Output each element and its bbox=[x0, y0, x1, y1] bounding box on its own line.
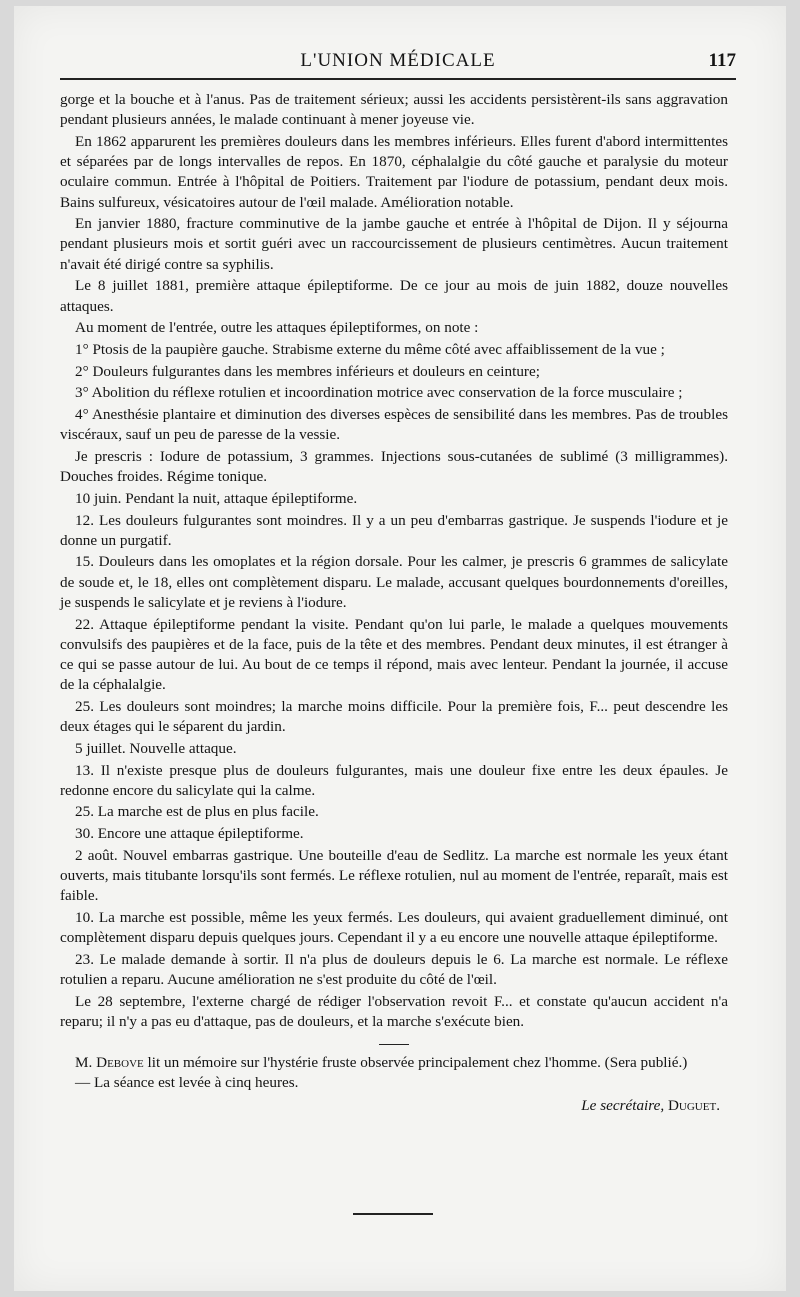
memoir-announcement bbox=[60, 1053, 728, 1073]
paragraph: 23. Le malade demande à sortir. Il n'a plus de douleurs depuis le 6. La marche est normale. Le réflexe rotulien a reparu. Aucune amélioration ne s'est produite du côté de l'œil. bbox=[60, 950, 728, 989]
header-rule bbox=[60, 78, 736, 80]
paragraph: Je prescris : Iodure de potassium, 3 grammes. Injections sous-cutanées de sublimé (3 milligrammes). Douches froides. Régime tonique. bbox=[60, 447, 728, 486]
paragraph: 12. Les douleurs fulgurantes sont moindres. Il y a un peu d'embarras gastrique. Je suspends l'iodure et je donne un purgatif. bbox=[60, 511, 728, 549]
paragraph: Au moment de l'entrée, outre les attaques épileptiformes, on note : bbox=[75, 319, 479, 337]
signature-role: Le secrétaire, bbox=[581, 1096, 665, 1114]
page-header bbox=[60, 50, 736, 78]
paragraph: 2° Douleurs fulgurantes dans les membres inférieurs et douleurs en ceinture; bbox=[75, 362, 540, 380]
section-separator bbox=[379, 1044, 409, 1045]
speaker-name: M. Debove bbox=[75, 1054, 144, 1072]
memoir-text: lit un mémoire sur l'hystérie fruste observée principalement chez l'homme. (Sera publié.) bbox=[147, 1054, 688, 1072]
paragraph: 30. Encore une attaque épileptiforme. bbox=[75, 825, 304, 843]
paragraph: 5 juillet. Nouvelle attaque. bbox=[75, 739, 237, 757]
footer-rule bbox=[353, 1213, 433, 1215]
paragraph: 3° Abolition du réflexe rotulien et incoordination motrice avec conservation de la force musculaire ; bbox=[75, 384, 683, 402]
signature-name: Duguet. bbox=[667, 1096, 720, 1114]
running-title: L'UNION MÉDICALE bbox=[300, 50, 496, 71]
paragraph: 15. Douleurs dans les omoplates et la région dorsale. Pour les calmer, je prescris 6 grammes de salicylate de soude et, le 18, elles ont complètement disparu. Le malade, accusant quelques bourdonnements d'oreilles, je suspends le salicylate et je reviens à l'iodure. bbox=[60, 553, 728, 611]
page-number: 117 bbox=[708, 50, 736, 71]
paragraph: 25. Les douleurs sont moindres; la marche moins difficile. Pour la première fois, F... peut descendre les deux étages qui le séparent du jardin. bbox=[60, 697, 728, 736]
paragraph: 4° Anesthésie plantaire et diminution des diverses espèces de sensibilité dans les membres. Pas de troubles viscéraux, sauf un peu de paresse de la vessie. bbox=[60, 406, 728, 444]
paragraph: 2 août. Nouvel embarras gastrique. Une bouteille d'eau de Sedlitz. La marche est normale les yeux étant ouverts, mais titubante lorsqu'ils sont fermés. Le réflexe rotulien, nul au moment de l'entrée, reparaît, mais est faible. bbox=[60, 846, 728, 905]
proceedings bbox=[60, 1053, 728, 1116]
paragraph: 22. Attaque épileptiforme pendant la visite. Pendant qu'on lui parle, le malade a quelques mouvements convulsifs des paupières et de la face, puis de la tête et des membres. Pendant deux minutes, il est étranger à ce qui se passe autour de lui. Au bout de ce temps il répond, mais avec lenteur. Pendant la journée, il accuse de la céphalalgie. bbox=[60, 615, 728, 694]
signature bbox=[60, 1096, 728, 1116]
paragraph: 10 juin. Pendant la nuit, attaque épileptiforme. bbox=[75, 489, 358, 507]
session-closing: — La séance est levée à cinq heures. bbox=[75, 1074, 299, 1092]
paragraph: 10. La marche est possible, même les yeux fermés. Les douleurs, qui avaient graduellement diminué, ont complètement disparu depuis quelques jours. Cependant il y a eu encore une nouvelle attaque épileptiforme. bbox=[60, 908, 728, 947]
paragraph: En 1862 apparurent les premières douleurs dans les membres inférieurs. Elles furent d'abord intermittentes et séparées par de longs intervalles de repos. En 1870, céphalalgie du côté gauche et paralysie du moteur oculaire commun. Entrée à l'hôpital de Poitiers. Traitement par l'iodure de potassium, pendant deux mois. Bains sulfureux, vésicatoires autour de l'œil malade. Amélioration notable. bbox=[60, 132, 728, 211]
paragraph: 25. La marche est de plus en plus facile. bbox=[75, 803, 319, 821]
paragraph: 1° Ptosis de la paupière gauche. Strabisme externe du même côté avec affaiblissement de la vue ; bbox=[75, 340, 665, 358]
paragraph: En janvier 1880, fracture comminutive de la jambe gauche et entrée à l'hôpital de Dijon. Il y séjourna pendant plusieurs mois et sortit guéri avec un raccourcissement de plusieurs centimètres. Aucun traitement n'avait été dirigé contre sa syphilis. bbox=[60, 215, 728, 273]
paragraph: 13. Il n'existe presque plus de douleurs fulgurantes, mais une douleur fixe entre les deux épaules. Je redonne encore du salicylate qui la calme. bbox=[60, 761, 728, 799]
paragraph: Le 28 septembre, l'externe chargé de rédiger l'observation revoit F... et constate qu'aucun accident n'a reparu; il n'y a pas eu d'attaque, pas de douleurs, et la marche s'exécute bien. bbox=[60, 992, 728, 1030]
paragraph: gorge et la bouche et à l'anus. Pas de traitement sérieux; aussi les accidents persistèrent-ils sans aggravation pendant plusieurs années, le malade continuant à mener joyeuse vie. bbox=[60, 91, 728, 129]
paragraph: Le 8 juillet 1881, première attaque épileptiforme. De ce jour au mois de juin 1882, douze nouvelles attaques. bbox=[60, 277, 728, 315]
article-body bbox=[60, 90, 728, 1116]
